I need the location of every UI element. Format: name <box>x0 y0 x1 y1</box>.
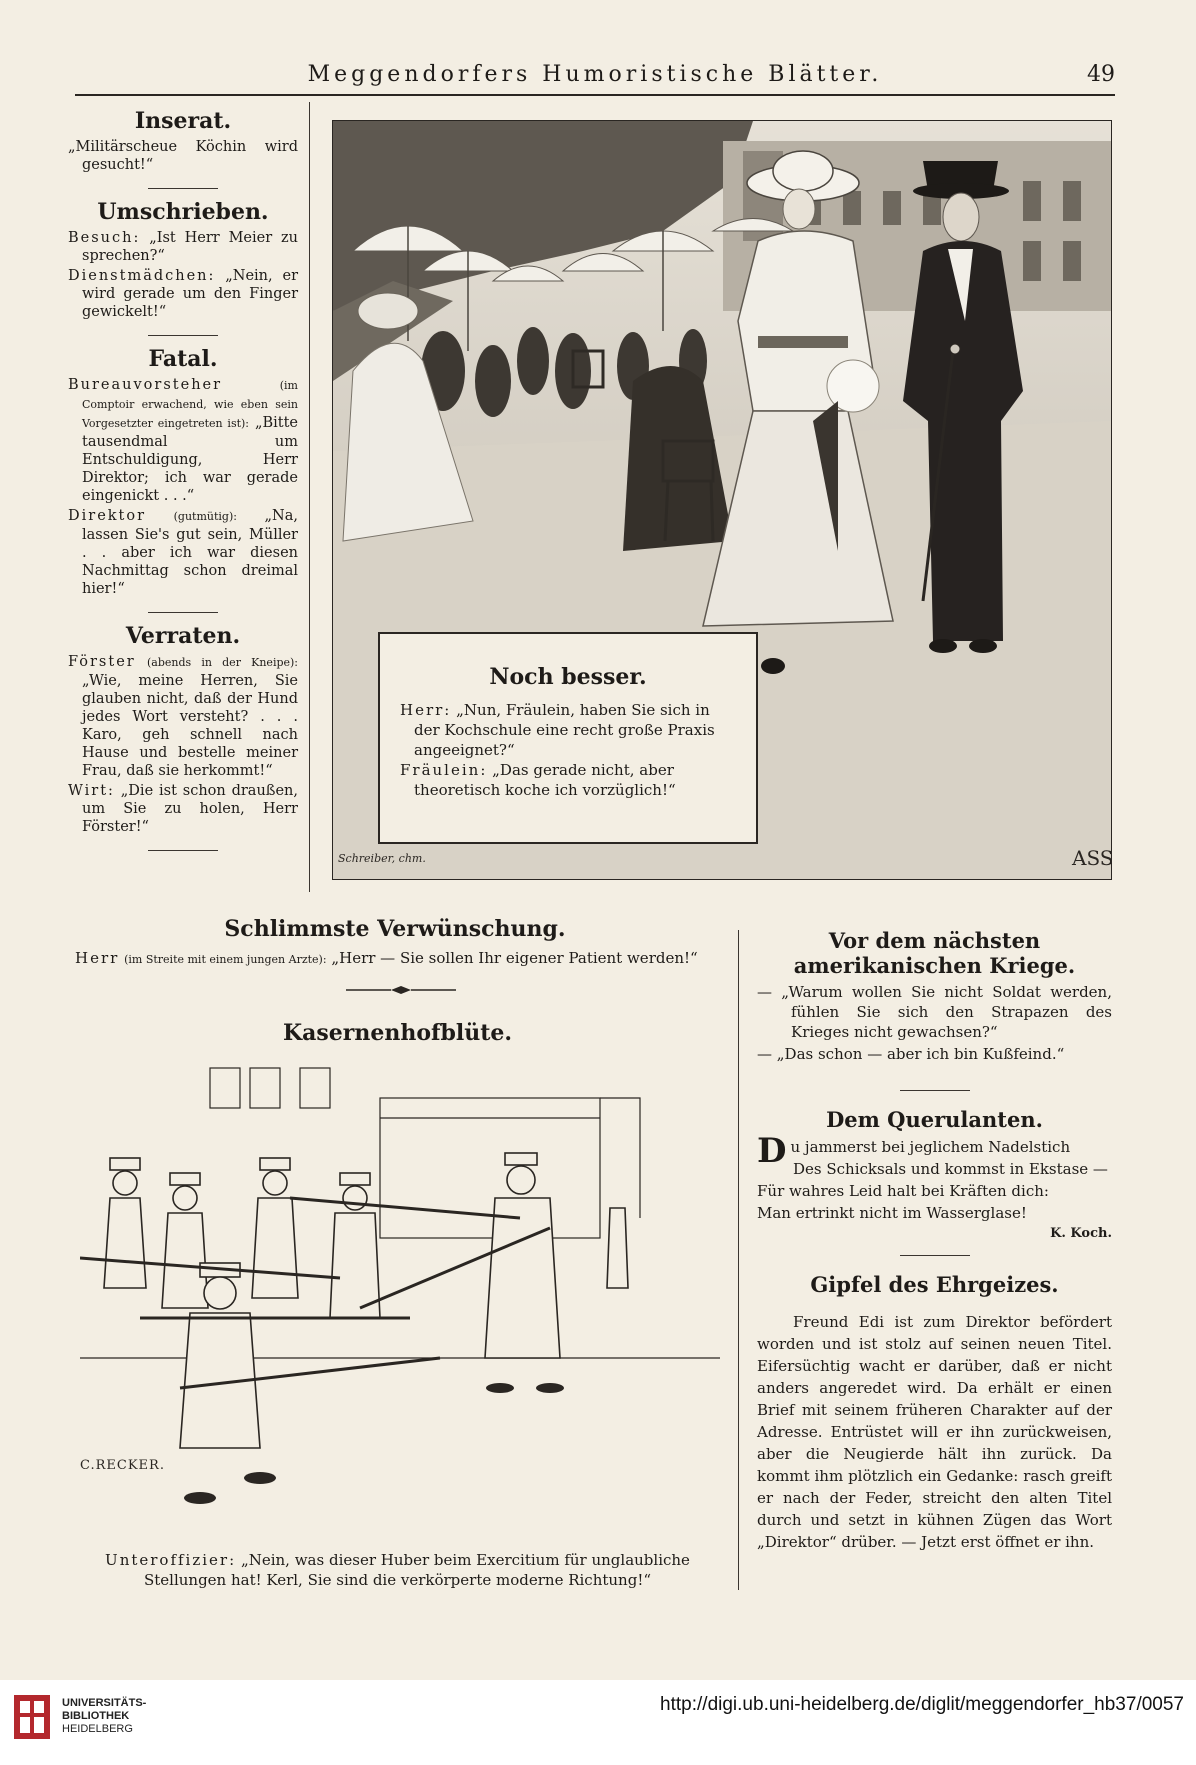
divider <box>148 850 218 851</box>
article-title: Inserat. <box>134 108 232 134</box>
article-text <box>68 138 298 174</box>
library-name-line: UNIVERSITÄTS- <box>62 1697 147 1709</box>
caption-box-noch-besser <box>378 632 758 844</box>
article-text <box>68 376 298 598</box>
drop-cap: D <box>757 1131 787 1171</box>
title-line: amerikanischen Kriege. <box>793 953 1076 978</box>
stage-note: (im Streite mit einem jungen Arzte): <box>124 953 327 966</box>
article-title: Fatal. <box>148 346 218 372</box>
stage-note: (gutmütig): <box>173 510 237 523</box>
speaker-label: Direktor <box>68 508 147 524</box>
sketch-caption <box>70 1550 725 1590</box>
speaker-label: Wirt: <box>68 783 115 799</box>
article-ehrgeiz <box>757 1272 1112 1553</box>
article-title: Gipfel des Ehrgeizes. <box>810 1272 1059 1297</box>
sketch-signature: C.RECKER. <box>80 1458 165 1473</box>
article-inserat <box>68 108 298 174</box>
caption-title: Noch besser. <box>489 664 647 690</box>
article-title-schlimmste: Schlimmste Verwünschung. <box>224 916 566 942</box>
dialogue-line: „Das gerade nicht, aber theoretisch koche ich vorzüglich!“ <box>414 761 676 799</box>
speaker-label: Herr <box>75 949 120 967</box>
dialogue-line: „Wie, meine Herren, Sie glauben nicht, daß der Hund jedes Wort versteht? . . . Karo, geh schnell nach Hause und bestelle meiner Frau, daß sie herkommt!“ <box>82 673 298 779</box>
dialogue-line: „Nun, Fräulein, haben Sie sich in der Kochschule eine recht große Praxis angeeignet?“ <box>414 701 715 759</box>
article-text <box>757 982 1112 1064</box>
dialogue-line: — „Warum wollen Sie nicht Soldat werden, fühlen Sie sich den Strapazen des Krieges nicht gewachsen?“ <box>757 983 1112 1041</box>
article-text-schlimmste <box>75 948 720 970</box>
article-krieg <box>757 928 1112 1064</box>
article-text <box>68 653 298 836</box>
article-title: Dem Querulanten. <box>826 1107 1043 1132</box>
library-name-line: BIBLIOTHEK <box>62 1710 130 1722</box>
article-text <box>68 229 298 321</box>
article-title <box>757 928 1112 978</box>
left-column <box>68 102 298 902</box>
artist-signature: Schreiber, chm. <box>338 852 426 865</box>
article-title: Umschrieben. <box>97 199 269 225</box>
article-umschrieben <box>68 199 298 321</box>
dialogue-line: — „Das schon — aber ich bin Kußfeind.“ <box>757 1045 1065 1063</box>
dialogue-line: „Ist Herr Meier zu sprechen?“ <box>82 230 299 264</box>
speaker-label: Herr: <box>400 701 452 719</box>
poem-verse: Du jammerst bei jeglichem Nadelstich <box>757 1131 1071 1171</box>
column-rule <box>738 930 739 1590</box>
poem-author: K. Koch. <box>1050 1226 1112 1241</box>
article-line: „Militärscheue Köchin wird gesucht!“ <box>68 139 298 173</box>
right-column <box>757 922 1112 1553</box>
article-querulanten <box>757 1107 1112 1241</box>
speaker-label: Unteroffizier: <box>105 1551 237 1569</box>
speaker-label: Förster <box>68 654 136 670</box>
article-title: Verraten. <box>125 623 241 649</box>
poem-verse: Für wahres Leid halt bei Kräften dich: <box>757 1182 1049 1200</box>
artist-monogram: ASS <box>1072 846 1114 870</box>
speaker-label: Fräulein: <box>400 761 488 779</box>
ornament-divider <box>346 985 456 995</box>
poem <box>757 1131 1112 1224</box>
dialogue-line: „Nein, er wird gerade um den Finger gewickelt!“ <box>82 268 298 320</box>
stage-note: (abends in der Kneipe): <box>147 656 299 669</box>
article-fatal <box>68 346 298 598</box>
running-title: Meggendorfers Humoristische Blätter. <box>307 62 883 87</box>
title-line: Vor dem nächsten <box>828 928 1041 953</box>
speaker-label: Dienstmädchen: <box>68 268 216 284</box>
barracks-sketch <box>80 1058 720 1548</box>
divider <box>148 612 218 613</box>
running-head <box>75 58 1115 96</box>
speaker-label: Bureauvorsteher <box>68 377 223 393</box>
divider <box>148 188 218 189</box>
dialogue-line: „Bitte tausendmal um Entschuldigung, Herr Direktor; ich war gerade eingenickt . . .“ <box>82 415 298 504</box>
divider <box>900 1090 970 1091</box>
article-text: Freund Edi ist zum Direktor befördert worden und ist stolz auf seinen neuen Titel. Eifersüchtig wacht er darüber, daß er nicht anders angeredet wird. Da erhält er einen Brief mit seinem früheren Charakter auf der Adresse. Entrüstet will er ihn zurückweisen, aber die Neugierde hält ihn zurück. Da kommt ihm plötzlich ein Gedanke: rasch greift er nach der Feder, streicht den alten Titel durch und setzt in kühnen Zügen das Wort „Direktor“ drüber. — Jetzt erst öffnet er ihn. <box>757 1313 1112 1551</box>
column-rule <box>309 102 310 892</box>
divider <box>900 1255 970 1256</box>
footer-bar <box>0 1680 1196 1765</box>
article-verraten <box>68 623 298 836</box>
library-name <box>62 1697 146 1736</box>
library-name-line: HEIDELBERG <box>62 1723 133 1735</box>
article-title-kasernenhof: Kasernenhofblüte. <box>282 1020 513 1046</box>
stage-note: (im Comptoir erwachend, wie eben sein Vorgesetzter eingetreten ist): <box>82 379 298 430</box>
divider <box>148 335 218 336</box>
poem-verse: Des Schicksals und kommst in Ekstase — <box>793 1160 1108 1178</box>
library-logo-icon <box>12 1693 52 1741</box>
dialogue-line: „Na, lassen Sie's gut sein, Müller . . aber ich war diesen Nachmittag schon dreimal hier!“ <box>82 508 298 597</box>
dialogue-line: „Nein, was dieser Huber beim Exercitium für unglaubliche Stellungen hat! Kerl, Sie sind die verkörperte moderne Richtung!“ <box>143 1551 690 1589</box>
dialogue-line: „Herr — Sie sollen Ihr eigener Patient werden!“ <box>331 949 698 967</box>
caption-text <box>380 700 756 800</box>
poem-verse: Man ertrinkt nicht im Wasserglase! <box>757 1204 1027 1222</box>
source-url-link[interactable]: http://digi.ub.uni-heidelberg.de/diglit/meggendorfer_hb37/0057 <box>660 1694 1184 1715</box>
speaker-label: Besuch: <box>68 230 141 246</box>
dialogue-line: „Die ist schon draußen, um Sie zu holen, Herr Förster!“ <box>82 783 298 835</box>
page-number: 49 <box>1087 62 1115 87</box>
